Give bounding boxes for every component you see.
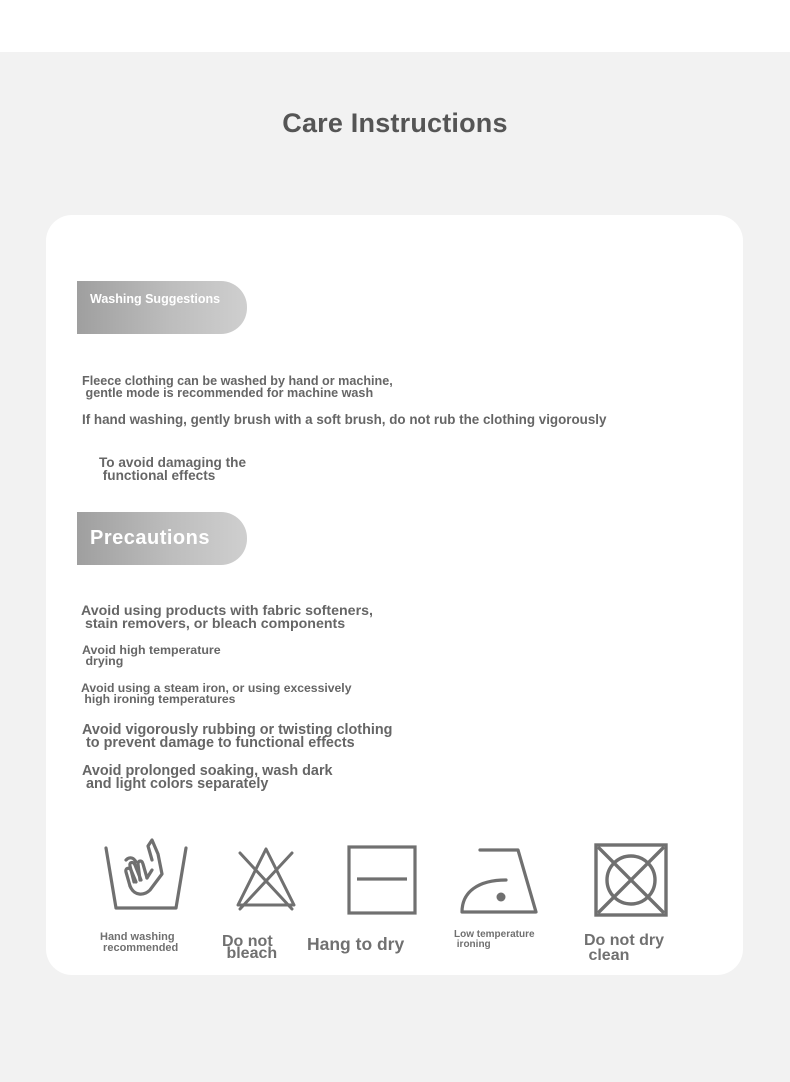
precaution-item-4: Avoid vigorously rubbing or twisting clothing to prevent damage to functional effects — [82, 722, 393, 751]
no-dry-clean-label: Do not dry clean — [584, 932, 664, 965]
hang-dry-label: Hang to dry — [307, 934, 405, 954]
washing-line-1: Fleece clothing can be washed by hand or machine, gentle mode is recommended for machine wash — [82, 374, 393, 400]
page-title: Care Instructions — [282, 108, 508, 138]
hang-dry-icon — [347, 845, 417, 915]
no-dry-clean-icon — [593, 842, 669, 918]
no-bleach-icon — [234, 845, 298, 913]
hand-wash-label: Hand washing recommended — [100, 931, 179, 954]
precaution-item-3: Avoid using a steam iron, or using excessively high ironing temperatures — [81, 681, 352, 706]
precautions-heading: Precautions — [77, 512, 247, 565]
hand-wash-icon — [100, 836, 192, 912]
washing-line-2: If hand washing, gently brush with a soft brush, do not rub the clothing vigorously — [82, 412, 607, 427]
no-bleach-label: Do not bleach — [222, 933, 278, 962]
precaution-item-5: Avoid prolonged soaking, wash dark and light colors separately — [82, 763, 333, 792]
top-bar — [0, 0, 790, 52]
washing-line-3: To avoid damaging the functional effects — [99, 455, 247, 483]
low-iron-label: Low temperature ironing — [454, 929, 535, 950]
low-iron-icon — [460, 846, 540, 916]
washing-suggestions-heading: Washing Suggestions — [77, 281, 247, 334]
precaution-item-2: Avoid high temperature drying — [82, 643, 221, 668]
precaution-item-1: Avoid using products with fabric softeners, stain removers, or bleach components — [81, 603, 373, 632]
